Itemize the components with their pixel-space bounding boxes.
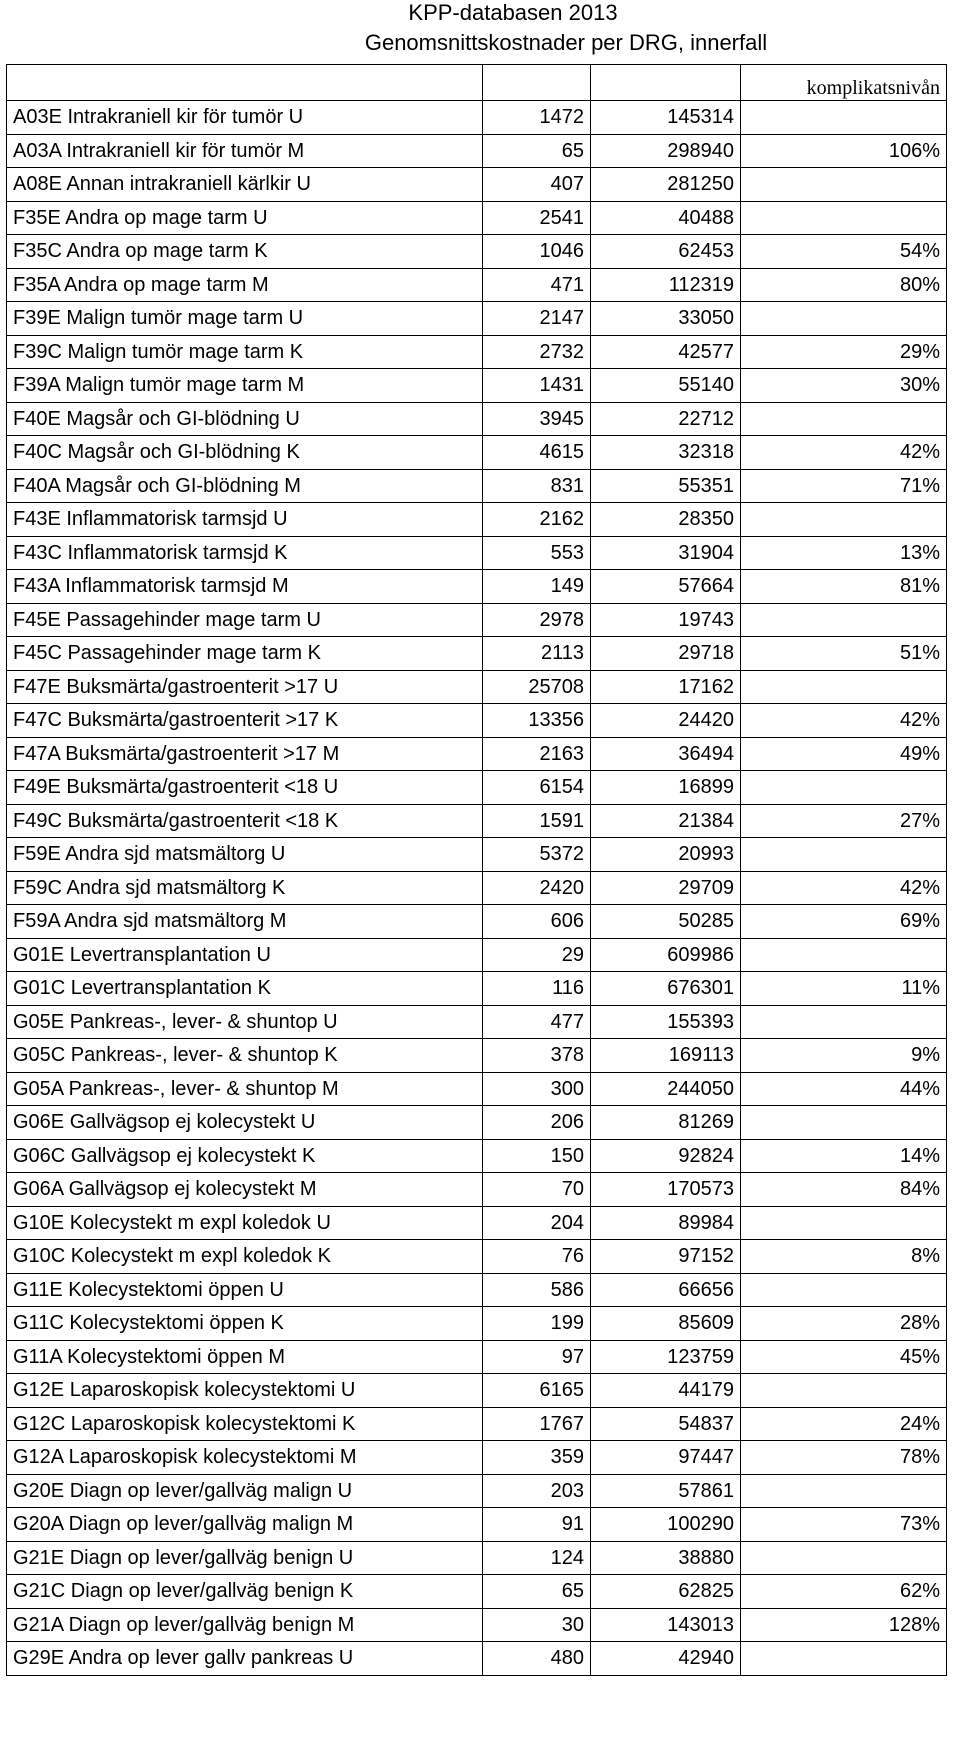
drg-cell: G20E Diagn op lever/gallväg malign U [7,1474,483,1508]
antal-cell: 5372 [483,838,591,872]
kostnad-cell: 57861 [591,1474,741,1508]
pct-cell: 62% [741,1575,947,1609]
table-row [7,1407,947,1441]
table-row [7,1374,947,1408]
drg-cell: G05C Pankreas-, lever- & shuntop K [7,1039,483,1073]
kostnad-cell: 298940 [591,134,741,168]
drg-cell: F47C Buksmärta/gastroenterit >17 K [7,704,483,738]
kostnad-cell: 145314 [591,101,741,135]
antal-cell: 2113 [483,637,591,671]
drg-cell: F40C Magsår och GI-blödning K [7,436,483,470]
table-row [7,871,947,905]
table-row [7,536,947,570]
antal-cell: 76 [483,1240,591,1274]
table-row [7,1474,947,1508]
drg-cell: F39A Malign tumör mage tarm M [7,369,483,403]
drg-cell: G06E Gallvägsop ej kolecystekt U [7,1106,483,1140]
drg-cell: F59C Andra sjd matsmältorg K [7,871,483,905]
kostnad-cell: 22712 [591,402,741,436]
drg-cell: G12C Laparoskopisk kolecystektomi K [7,1407,483,1441]
pct-cell: 128% [741,1608,947,1642]
drg-cell: G29E Andra op lever gallv pankreas U [7,1642,483,1676]
antal-cell: 378 [483,1039,591,1073]
drg-cell: F49E Buksmärta/gastroenterit <18 U [7,771,483,805]
kostnad-cell: 66656 [591,1273,741,1307]
table-row [7,1173,947,1207]
drg-cell: G10E Kolecystekt m expl koledok U [7,1206,483,1240]
table-row [7,168,947,202]
pct-cell: 29% [741,335,947,369]
table-row [7,938,947,972]
table-row [7,1508,947,1542]
antal-cell: 2978 [483,603,591,637]
drg-cell: A08E Annan intrakraniell kärlkir U [7,168,483,202]
kostnad-cell: 50285 [591,905,741,939]
antal-cell: 606 [483,905,591,939]
pct-cell: 11% [741,972,947,1006]
kostnad-cell: 81269 [591,1106,741,1140]
kostnad-cell: 55351 [591,469,741,503]
pct-cell: 42% [741,871,947,905]
antal-cell: 206 [483,1106,591,1140]
antal-cell: 1767 [483,1407,591,1441]
pct-cell [741,302,947,336]
drg-cell: G12A Laparoskopisk kolecystektomi M [7,1441,483,1475]
page-title: KPP-databasen 2013 [408,0,618,25]
table-row [7,670,947,704]
antal-cell: 29 [483,938,591,972]
table-row [7,1039,947,1073]
drg-cell: G11A Kolecystektomi öppen M [7,1340,483,1374]
pct-cell [741,503,947,537]
kostnad-cell: 42577 [591,335,741,369]
table-row [7,905,947,939]
antal-cell: 477 [483,1005,591,1039]
drg-cell: F59E Andra sjd matsmältorg U [7,838,483,872]
antal-cell: 586 [483,1273,591,1307]
pct-cell: 13% [741,536,947,570]
drg-cell: F39E Malign tumör mage tarm U [7,302,483,336]
drg-cell: G05E Pankreas-, lever- & shuntop U [7,1005,483,1039]
pct-cell [741,1374,947,1408]
drg-cell: G12E Laparoskopisk kolecystektomi U [7,1374,483,1408]
pct-cell: 49% [741,737,947,771]
pct-cell: 42% [741,704,947,738]
table-row [7,637,947,671]
table-row [7,469,947,503]
antal-cell: 480 [483,1642,591,1676]
table-row [7,101,947,135]
drg-cost-table-wrapper [6,64,946,1676]
drg-cell: F45E Passagehinder mage tarm U [7,603,483,637]
pct-cell [741,771,947,805]
antal-cell: 91 [483,1508,591,1542]
drg-cell: G10C Kolecystekt m expl koledok K [7,1240,483,1274]
pct-cell: 27% [741,804,947,838]
antal-cell: 97 [483,1340,591,1374]
table-header-row [7,65,947,101]
pct-cell: 30% [741,369,947,403]
antal-cell: 300 [483,1072,591,1106]
drg-cost-table [6,64,947,1676]
pct-cell: 106% [741,134,947,168]
pct-cell: 28% [741,1307,947,1341]
header-cell-drg [7,65,483,101]
pct-cell: 54% [741,235,947,269]
table-row [7,235,947,269]
antal-cell: 150 [483,1139,591,1173]
kostnad-cell: 170573 [591,1173,741,1207]
kostnad-cell: 155393 [591,1005,741,1039]
drg-cell: F43A Inflammatorisk tarmsjd M [7,570,483,604]
kostnad-cell: 38880 [591,1541,741,1575]
kostnad-cell: 29709 [591,871,741,905]
pct-cell [741,838,947,872]
table-row [7,402,947,436]
table-row [7,1005,947,1039]
kostnad-cell: 281250 [591,168,741,202]
drg-cell: G20A Diagn op lever/gallväg malign M [7,1508,483,1542]
drg-cell: F43C Inflammatorisk tarmsjd K [7,536,483,570]
table-row [7,1206,947,1240]
table-row [7,134,947,168]
pct-cell: 42% [741,436,947,470]
table-row [7,1642,947,1676]
table-row [7,1273,947,1307]
kostnad-cell: 92824 [591,1139,741,1173]
kostnad-cell: 16899 [591,771,741,805]
pct-cell [741,1541,947,1575]
kostnad-cell: 62825 [591,1575,741,1609]
kostnad-cell: 33050 [591,302,741,336]
antal-cell: 2147 [483,302,591,336]
pct-cell [741,1273,947,1307]
antal-cell: 3945 [483,402,591,436]
pct-cell [741,168,947,202]
antal-cell: 199 [483,1307,591,1341]
table-row [7,1106,947,1140]
drg-cell: G21C Diagn op lever/gallväg benign K [7,1575,483,1609]
antal-cell: 553 [483,536,591,570]
pct-cell: 78% [741,1441,947,1475]
table-row [7,503,947,537]
kostnad-cell: 97152 [591,1240,741,1274]
pct-cell: 73% [741,1508,947,1542]
table-row [7,771,947,805]
kostnad-cell: 42940 [591,1642,741,1676]
kostnad-cell: 609986 [591,938,741,972]
drg-cell: G21E Diagn op lever/gallväg benign U [7,1541,483,1575]
kostnad-cell: 20993 [591,838,741,872]
table-row [7,302,947,336]
kostnad-cell: 112319 [591,268,741,302]
drg-cell: F35C Andra op mage tarm K [7,235,483,269]
drg-cell: F39C Malign tumör mage tarm K [7,335,483,369]
drg-cell: F45C Passagehinder mage tarm K [7,637,483,671]
kostnad-cell: 100290 [591,1508,741,1542]
kostnad-cell: 89984 [591,1206,741,1240]
kostnad-cell: 44179 [591,1374,741,1408]
drg-cell: G01C Levertransplantation K [7,972,483,1006]
table-row [7,1441,947,1475]
drg-cell: F35E Andra op mage tarm U [7,201,483,235]
antal-cell: 471 [483,268,591,302]
kostnad-cell: 31904 [591,536,741,570]
kostnad-cell: 676301 [591,972,741,1006]
table-row [7,1240,947,1274]
antal-cell: 4615 [483,436,591,470]
antal-cell: 116 [483,972,591,1006]
antal-cell: 831 [483,469,591,503]
drg-cell: G01E Levertransplantation U [7,938,483,972]
pct-cell: 24% [741,1407,947,1441]
antal-cell: 1431 [483,369,591,403]
drg-cell: G11E Kolecystektomi öppen U [7,1273,483,1307]
kostnad-cell: 24420 [591,704,741,738]
table-row [7,603,947,637]
kostnad-cell: 28350 [591,503,741,537]
drg-cell: G06A Gallvägsop ej kolecystekt M [7,1173,483,1207]
table-row [7,972,947,1006]
pct-cell [741,1206,947,1240]
table-row [7,436,947,470]
kostnad-cell: 57664 [591,570,741,604]
kostnad-cell: 169113 [591,1039,741,1073]
drg-cell: A03A Intrakraniell kir för tumör M [7,134,483,168]
table-row [7,1608,947,1642]
drg-cell: F47E Buksmärta/gastroenterit >17 U [7,670,483,704]
pct-cell [741,402,947,436]
pct-cell [741,603,947,637]
table-row [7,1139,947,1173]
drg-cell: F40A Magsår och GI-blödning M [7,469,483,503]
antal-cell: 25708 [483,670,591,704]
kostnad-cell: 17162 [591,670,741,704]
table-row [7,737,947,771]
table-row [7,1541,947,1575]
pct-cell: 84% [741,1173,947,1207]
antal-cell: 359 [483,1441,591,1475]
pct-cell: 8% [741,1240,947,1274]
antal-cell: 1472 [483,101,591,135]
antal-cell: 149 [483,570,591,604]
kostnad-cell: 36494 [591,737,741,771]
antal-cell: 2732 [483,335,591,369]
pct-cell [741,1642,947,1676]
drg-cell: A03E Intrakraniell kir för tumör U [7,101,483,135]
table-row [7,1072,947,1106]
kostnad-cell: 19743 [591,603,741,637]
kostnad-cell: 123759 [591,1340,741,1374]
pct-cell [741,201,947,235]
header-cell-komplikatsnivan: komplikatsnivån [741,65,947,101]
table-row [7,570,947,604]
table-row [7,804,947,838]
kostnad-cell: 85609 [591,1307,741,1341]
antal-cell: 30 [483,1608,591,1642]
pct-cell: 80% [741,268,947,302]
antal-cell: 204 [483,1206,591,1240]
pct-cell [741,1005,947,1039]
antal-cell: 65 [483,1575,591,1609]
kostnad-cell: 55140 [591,369,741,403]
antal-cell: 70 [483,1173,591,1207]
table-row [7,369,947,403]
drg-cell: F40E Magsår och GI-blödning U [7,402,483,436]
table-row [7,201,947,235]
pct-cell: 14% [741,1139,947,1173]
pct-cell: 44% [741,1072,947,1106]
antal-cell: 2163 [483,737,591,771]
pct-cell: 69% [741,905,947,939]
pct-cell [741,1106,947,1140]
drg-cell: G06C Gallvägsop ej kolecystekt K [7,1139,483,1173]
antal-cell: 6154 [483,771,591,805]
kostnad-cell: 143013 [591,1608,741,1642]
antal-cell: 2162 [483,503,591,537]
drg-cell: F43E Inflammatorisk tarmsjd U [7,503,483,537]
pct-cell: 71% [741,469,947,503]
drg-cell: F59A Andra sjd matsmältorg M [7,905,483,939]
pct-cell [741,670,947,704]
drg-cell: G11C Kolecystektomi öppen K [7,1307,483,1341]
antal-cell: 124 [483,1541,591,1575]
drg-cell: F47A Buksmärta/gastroenterit >17 M [7,737,483,771]
pct-cell [741,1474,947,1508]
kostnad-cell: 29718 [591,637,741,671]
drg-cell: G05A Pankreas-, lever- & shuntop M [7,1072,483,1106]
pct-cell: 81% [741,570,947,604]
kostnad-cell: 54837 [591,1407,741,1441]
antal-cell: 203 [483,1474,591,1508]
pct-cell [741,101,947,135]
table-row [7,335,947,369]
antal-cell: 2420 [483,871,591,905]
table-row [7,838,947,872]
drg-cell: F49C Buksmärta/gastroenterit <18 K [7,804,483,838]
pct-cell [741,938,947,972]
antal-cell: 1046 [483,235,591,269]
kostnad-cell: 62453 [591,235,741,269]
kostnad-cell: 40488 [591,201,741,235]
pct-cell: 45% [741,1340,947,1374]
kostnad-cell: 97447 [591,1441,741,1475]
pct-cell: 51% [741,637,947,671]
antal-cell: 13356 [483,704,591,738]
antal-cell: 407 [483,168,591,202]
antal-cell: 1591 [483,804,591,838]
antal-cell: 6165 [483,1374,591,1408]
drg-cell: F35A Andra op mage tarm M [7,268,483,302]
header-cell-antal [483,65,591,101]
drg-cell: G21A Diagn op lever/gallväg benign M [7,1608,483,1642]
header-cell-kostnad [591,65,741,101]
table-row [7,704,947,738]
page-subtitle: Genomsnittskostnader per DRG, innerfall [364,30,768,55]
pct-cell: 9% [741,1039,947,1073]
kostnad-cell: 32318 [591,436,741,470]
kostnad-cell: 21384 [591,804,741,838]
table-row [7,268,947,302]
table-row [7,1340,947,1374]
kostnad-cell: 244050 [591,1072,741,1106]
table-row [7,1575,947,1609]
table-row [7,1307,947,1341]
antal-cell: 2541 [483,201,591,235]
antal-cell: 65 [483,134,591,168]
